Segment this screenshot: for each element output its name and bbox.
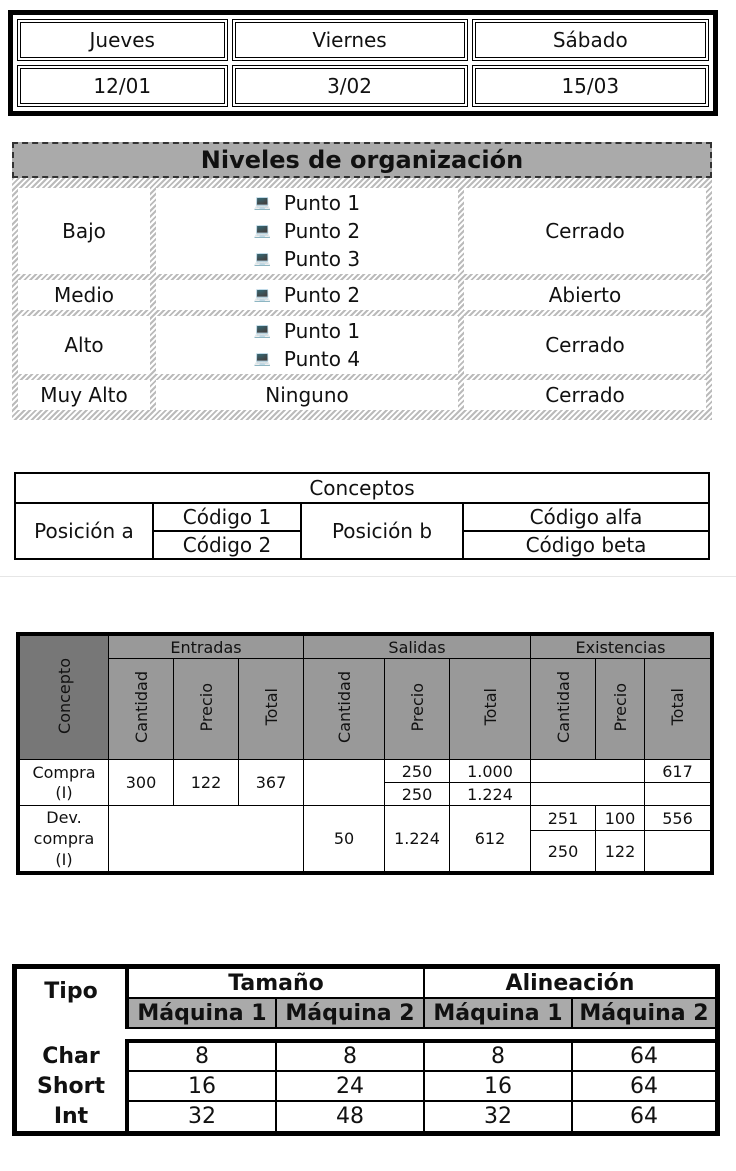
stock-price: 100	[596, 806, 645, 831]
in-price: 122	[174, 760, 239, 806]
point-label: Punto 2	[283, 283, 361, 307]
computer-icon: 💻	[253, 195, 272, 211]
level-points	[156, 188, 458, 274]
level-status: Cerrado	[464, 380, 706, 410]
stock-empty	[531, 760, 645, 783]
code-cell: Código 1	[153, 503, 301, 531]
sub-header: Cantidad	[304, 659, 385, 760]
type-value: 64	[572, 1101, 718, 1134]
day-date-cell: 15/03	[472, 65, 709, 107]
type-name: Short	[15, 1071, 128, 1101]
type-value: 8	[276, 1041, 424, 1071]
in-empty	[109, 806, 304, 874]
sub-header: Total	[645, 659, 713, 760]
sub-header: Precio	[174, 659, 239, 760]
days-table	[8, 10, 718, 116]
stock-empty	[645, 831, 713, 874]
levels-grid	[12, 182, 712, 416]
row-label: Compra (I)	[18, 760, 109, 806]
day-name-cell: Viernes	[232, 19, 468, 61]
code-cell: Código alfa	[463, 503, 709, 531]
machine-header: Máquina 2	[572, 998, 718, 1028]
computer-icon: 💻	[253, 251, 272, 267]
in-total: 367	[239, 760, 304, 806]
level-points: Ninguno	[156, 380, 458, 410]
stock-total: 617	[645, 760, 713, 783]
level-name: Muy Alto	[18, 380, 150, 410]
machine-header: Máquina 2	[276, 998, 424, 1028]
stock-price: 122	[596, 831, 645, 874]
types-table	[12, 964, 720, 1136]
type-name: Int	[15, 1101, 128, 1134]
level-status: Cerrado	[464, 316, 706, 374]
levels-table	[12, 142, 712, 420]
levels-title: Niveles de organización	[12, 142, 712, 178]
type-value: 8	[424, 1041, 572, 1071]
level-name: Alto	[18, 316, 150, 374]
day-date-cell: 12/01	[17, 65, 228, 107]
concepts-title: Conceptos	[15, 473, 709, 503]
type-value: 64	[572, 1041, 718, 1071]
stock-total: 556	[645, 806, 713, 831]
sub-header: Total	[239, 659, 304, 760]
out-qty: 50	[304, 806, 385, 874]
position-b: Posición b	[301, 503, 463, 559]
inventory-table	[16, 632, 714, 875]
concepts-table	[14, 472, 710, 560]
point-label: Punto 4	[283, 347, 361, 371]
computer-icon: 💻	[253, 223, 272, 239]
group-header: Existencias	[531, 634, 713, 659]
type-value: 24	[276, 1071, 424, 1101]
type-value: 16	[127, 1071, 276, 1101]
type-value: 8	[127, 1041, 276, 1071]
out-total: 1.224	[450, 783, 531, 806]
level-points	[156, 316, 458, 374]
row-label: Dev. compra (I)	[18, 806, 109, 874]
out-total: 1.000	[450, 760, 531, 783]
type-value: 48	[276, 1101, 424, 1134]
type-value: 16	[424, 1071, 572, 1101]
position-a: Posición a	[15, 503, 153, 559]
point-label: Punto 3	[283, 247, 361, 271]
level-status: Abierto	[464, 280, 706, 310]
out-price: 1.224	[385, 806, 450, 874]
point-label: Punto 1	[283, 191, 361, 215]
code-cell: Código 2	[153, 531, 301, 559]
sub-header: Cantidad	[531, 659, 596, 760]
stock-empty	[531, 783, 645, 806]
stock-empty	[645, 783, 713, 806]
alineacion-header: Alineación	[424, 967, 718, 999]
tamano-header: Tamaño	[127, 967, 424, 999]
level-name: Bajo	[18, 188, 150, 274]
machine-header: Máquina 1	[424, 998, 572, 1028]
sub-header: Precio	[596, 659, 645, 760]
computer-icon: 💻	[253, 323, 272, 339]
type-value: 64	[572, 1071, 718, 1101]
group-header: Entradas	[109, 634, 304, 659]
point-label: Punto 1	[283, 319, 361, 343]
group-header: Salidas	[304, 634, 531, 659]
day-date-cell: 3/02	[232, 65, 468, 107]
day-name-cell: Sábado	[472, 19, 709, 61]
machine-header: Máquina 1	[127, 998, 276, 1028]
level-points	[156, 280, 458, 310]
computer-icon: 💻	[253, 351, 272, 367]
point-label: Punto 2	[283, 219, 361, 243]
stock-qty: 250	[531, 831, 596, 874]
out-qty-empty	[304, 760, 385, 806]
type-value: 32	[127, 1101, 276, 1134]
stock-qty: 251	[531, 806, 596, 831]
type-value: 32	[424, 1101, 572, 1134]
out-price: 250	[385, 783, 450, 806]
concept-header: Concepto	[18, 634, 109, 760]
out-total: 612	[450, 806, 531, 874]
day-name-cell: Jueves	[17, 19, 228, 61]
section-divider	[0, 576, 736, 577]
type-name: Char	[15, 1041, 128, 1071]
tipo-header: Tipo	[15, 967, 128, 1029]
sub-header: Cantidad	[109, 659, 174, 760]
levels-body	[12, 178, 712, 420]
out-price: 250	[385, 760, 450, 783]
sub-header: Total	[450, 659, 531, 760]
sub-header: Precio	[385, 659, 450, 760]
code-cell: Código beta	[463, 531, 709, 559]
in-qty: 300	[109, 760, 174, 806]
level-status: Cerrado	[464, 188, 706, 274]
level-name: Medio	[18, 280, 150, 310]
computer-icon: 💻	[253, 287, 272, 303]
